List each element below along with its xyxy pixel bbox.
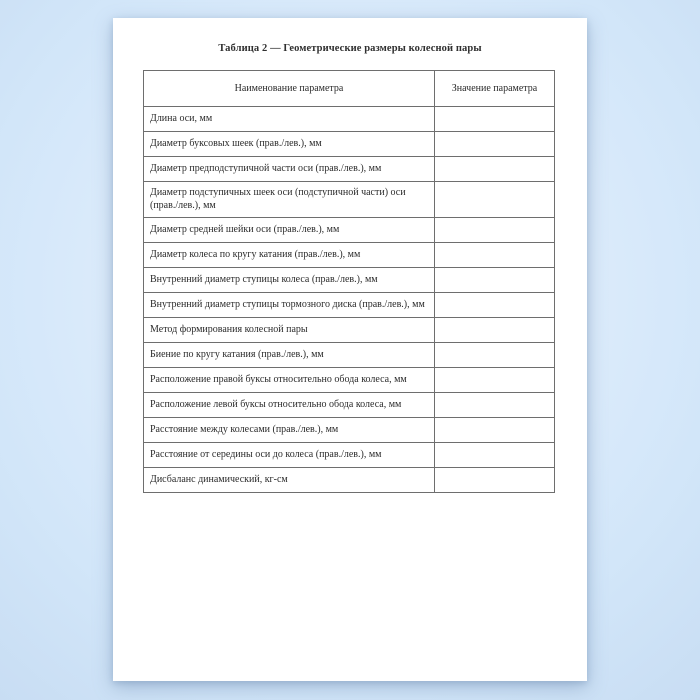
parameter-name-cell: Биение по кругу катания (прав./лев.), мм (144, 343, 435, 368)
table-row (144, 343, 555, 368)
parameter-value-cell (435, 132, 555, 157)
table-row (144, 107, 555, 132)
parameter-name-cell: Расстояние от середины оси до колеса (прав./лев.), мм (144, 443, 435, 468)
table-row (144, 182, 555, 218)
document-page (113, 18, 587, 681)
table-row (144, 318, 555, 343)
parameters-table (143, 70, 555, 493)
table-row (144, 132, 555, 157)
parameter-name-cell: Внутренний диаметр ступицы колеса (прав./лев.), мм (144, 268, 435, 293)
parameter-value-cell (435, 443, 555, 468)
parameter-name-cell: Диаметр буксовых шеек (прав./лев.), мм (144, 132, 435, 157)
parameter-value-cell (435, 182, 555, 218)
header-row (144, 71, 555, 107)
table-row (144, 293, 555, 318)
parameter-name-cell: Диаметр колеса по кругу катания (прав./лев.), мм (144, 243, 435, 268)
parameter-name-cell: Диаметр средней шейки оси (прав./лев.), мм (144, 218, 435, 243)
parameter-value-cell (435, 157, 555, 182)
parameter-name-cell: Метод формирования колесной пары (144, 318, 435, 343)
parameter-name-cell: Расстояние между колесами (прав./лев.), мм (144, 418, 435, 443)
parameter-name-cell: Диаметр предподступичной части оси (прав./лев.), мм (144, 157, 435, 182)
parameter-name-cell: Длина оси, мм (144, 107, 435, 132)
parameter-value-cell (435, 393, 555, 418)
parameter-value-cell (435, 318, 555, 343)
table-row (144, 243, 555, 268)
parameter-value-cell (435, 468, 555, 493)
parameter-value-cell (435, 293, 555, 318)
table-row (144, 468, 555, 493)
parameter-value-cell (435, 343, 555, 368)
parameter-value-cell (435, 243, 555, 268)
parameter-value-cell (435, 268, 555, 293)
table-row (144, 218, 555, 243)
parameter-name-cell: Расположение правой буксы относительно обода колеса, мм (144, 368, 435, 393)
parameter-value-cell (435, 418, 555, 443)
parameter-name-cell: Расположение левой буксы относительно обода колеса, мм (144, 393, 435, 418)
column-header-value: Значение параметра (435, 71, 555, 107)
column-header-parameter: Наименование параметра (144, 71, 435, 107)
parameter-name-cell: Дисбаланс динамический, кг-см (144, 468, 435, 493)
parameter-value-cell (435, 368, 555, 393)
parameter-name-cell: Диаметр подступичных шеек оси (подступичной части) оси (прав./лев.), мм (144, 182, 435, 218)
parameter-value-cell (435, 218, 555, 243)
table-row (144, 443, 555, 468)
parameter-name-cell: Внутренний диаметр ступицы тормозного диска (прав./лев.), мм (144, 293, 435, 318)
table-row (144, 268, 555, 293)
table-row (144, 157, 555, 182)
table-row (144, 393, 555, 418)
table-row (144, 418, 555, 443)
table-caption: Таблица 2 — Геометрические размеры колесной пары (218, 43, 482, 54)
parameter-value-cell (435, 107, 555, 132)
table-row (144, 368, 555, 393)
